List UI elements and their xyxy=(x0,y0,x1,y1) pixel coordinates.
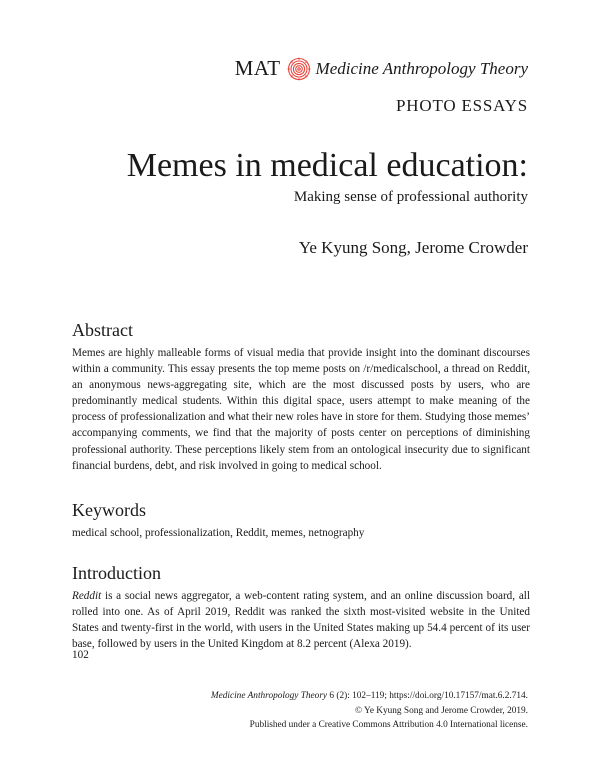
copyright-line: © Ye Kyung Song and Jerome Crowder, 2019. xyxy=(355,705,528,716)
paper-title: Memes in medical education: xyxy=(126,147,528,184)
license-line: Published under a Creative Commons Attribution 4.0 International license. xyxy=(249,720,528,730)
journal-acronym: MAT xyxy=(234,56,281,80)
citation-journal: Medicine Anthropology Theory xyxy=(210,691,328,701)
keywords-section xyxy=(72,500,530,541)
introduction-lead-word: Reddit xyxy=(72,590,102,602)
introduction-body: is a social news aggregator, a web-content rating system, and an online discussion board, all rolled into one. As of April 2019, Reddit was ranked the sixth most-visited website in the United States and twenty-first in the world, with users in the United States making up 54.4 percent of its user base, followed by users in the United Kingdom at 8.2 percent (Alexa 2019). xyxy=(72,590,530,651)
abstract-section xyxy=(72,320,530,474)
introduction-heading: Introduction xyxy=(72,563,161,583)
introduction-text xyxy=(72,588,530,652)
citation-footer xyxy=(211,689,528,733)
spiral-logo-icon xyxy=(287,57,311,81)
citation-details: 6 (2): 102–119; https://doi.org/10.17157/mat.6.2.714. xyxy=(327,691,528,701)
citation-line xyxy=(211,689,528,704)
abstract-text: Memes are highly malleable forms of visual media that provide insight into the dominant discourses within a community. This essay presents the top meme posts on /r/medicalschool, a thread on Reddit, an anonymous news-aggregating site, which are the most discussed posts by users, who are predominantly medical students. Within this digital space, users attempt to make meaning of the process of professionalization and what their new roles have in store for them. Studying those memes’ accompanying comments, we find that the majority of posts center on perceptions of diminishing professional authority. These perceptions likely stem from an ontological insecurity due to significant financial burdens, debt, and risk involved in going to medical school. xyxy=(72,347,530,472)
journal-name: Medicine Anthropology Theory xyxy=(315,58,528,78)
paper-subtitle: Making sense of professional authority xyxy=(293,189,528,205)
section-label: PHOTO ESSAYS xyxy=(396,96,528,115)
author-list: Ye Kyung Song, Jerome Crowder xyxy=(298,238,528,257)
introduction-section xyxy=(72,563,530,652)
journal-header xyxy=(235,56,528,81)
keywords-heading: Keywords xyxy=(72,500,146,520)
abstract-heading: Abstract xyxy=(72,320,133,340)
page-number: 102 xyxy=(72,649,89,661)
keywords-text: medical school, professionalization, Reddit, memes, netnography xyxy=(72,527,365,539)
